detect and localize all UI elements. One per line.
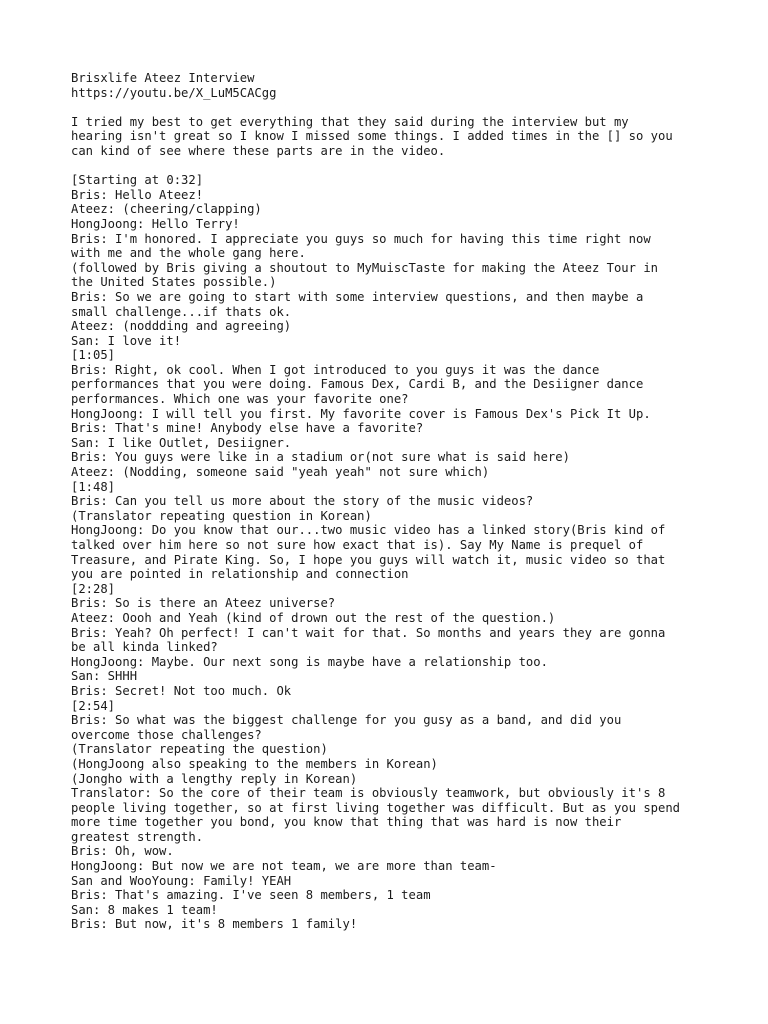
transcript-line: greatest strength. [71, 829, 204, 844]
transcript-line: Bris: But now, it's 8 members 1 family! [71, 917, 358, 932]
video-link[interactable]: https://youtu.be/X_LuM5CACgg [71, 85, 277, 100]
transcript-line: Ateez: (Nodding, someone said "yeah yeah" not sure which) [71, 465, 490, 480]
transcript-line: Bris: Secret! Not too much. Ok [71, 683, 292, 698]
transcript-line: you are pointed in relationship and connection [71, 567, 409, 582]
transcript-line: San: SHHH [71, 669, 138, 684]
transcript-line: (Translator repeating the question) [71, 742, 328, 757]
transcript-line: (HongJoong also speaking to the members in Korean) [71, 756, 438, 771]
transcript-line: (Translator repeating question in Korean) [71, 508, 372, 523]
transcript-line: small challenge...if thats ok. [71, 304, 292, 319]
transcript-line: Bris: Oh, wow. [71, 844, 174, 859]
transcript-line: [Starting at 0:32] [71, 173, 204, 188]
transcript-line: Ateez: (cheering/clapping) [71, 202, 262, 217]
spacer [71, 159, 751, 174]
transcript-line: more time together you bond, you know that thing that was hard is now their [71, 815, 622, 830]
transcript-line: San: 8 makes 1 team! [71, 902, 218, 917]
transcript-line: Bris: Right, ok cool. When I got introduced to you guys it was the dance [71, 362, 600, 377]
transcript-line: HongJoong: I will tell you first. My favorite cover is Famous Dex's Pick It Up. [71, 406, 651, 421]
transcript-line: San: I love it! [71, 333, 182, 348]
transcript-line: overcome those challenges? [71, 727, 262, 742]
transcript-line: HongJoong: Hello Terry! [71, 216, 240, 231]
intro-line: hearing isn't great so I know I missed some things. I added times in the [] so you [71, 129, 673, 144]
transcript-line: [2:54] [71, 698, 116, 713]
transcript-line: Bris: That's mine! Anybody else have a favorite? [71, 421, 424, 436]
transcript-line: Bris: Yeah? Oh perfect! I can't wait for that. So months and years they are gonna [71, 625, 666, 640]
transcript-line: Bris: That's amazing. I've seen 8 members, 1 team [71, 888, 431, 903]
transcript-line: [1:48] [71, 479, 116, 494]
transcript-line: HongJoong: But now we are not team, we are more than team- [71, 859, 497, 874]
transcript-line: Translator: So the core of their team is obviously teamwork, but obviously it's 8 [71, 786, 666, 801]
transcript-line: San and WooYoung: Family! YEAH [71, 873, 292, 888]
transcript-line: Bris: So what was the biggest challenge for you gusy as a band, and did you [71, 713, 622, 728]
transcript-line: [1:05] [71, 348, 116, 363]
transcript-line: San: I like Outlet, Desiigner. [71, 435, 292, 450]
intro-line: I tried my best to get everything that they said during the interview but my [71, 114, 629, 129]
transcript-line: people living together, so at first living together was difficult. But as you spend [71, 800, 681, 815]
transcript-body [71, 173, 751, 932]
transcript-line: talked over him here so not sure how exact that is). Say My Name is prequel of [71, 538, 644, 552]
transcript-line: with me and the whole gang here. [71, 246, 306, 261]
transcript-line: Bris: You guys were like in a stadium or(not sure what is said here) [71, 450, 570, 465]
document-page [71, 71, 751, 932]
transcript-line: Bris: Can you tell us more about the story of the music videos? [71, 494, 534, 509]
transcript-line: (Jongho with a lengthy reply in Korean) [71, 771, 358, 786]
transcript-line: HongJoong: Do you know that our...two music video has a linked story(Bris kind of [71, 523, 666, 538]
transcript-line: Bris: So is there an Ateez universe? [71, 596, 336, 611]
transcript-line: Bris: Hello Ateez! [71, 187, 204, 202]
transcript-line: performances. Which one was your favorite one? [71, 392, 409, 407]
transcript-line: HongJoong: Maybe. Our next song is maybe have a relationship too. [71, 654, 548, 669]
transcript-line: be all kinda linked? [71, 640, 218, 655]
intro-paragraph [71, 115, 751, 159]
transcript-line: Ateez: Oooh and Yeah (kind of drown out the rest of the question.) [71, 610, 556, 625]
transcript-line: Bris: So we are going to start with some interview questions, and then maybe a [71, 289, 644, 304]
document-title: Brisxlife Ateez Interview [71, 71, 255, 85]
transcript-line: (followed by Bris giving a shoutout to MyMuiscTaste for making the Ateez Tour in [71, 260, 658, 275]
intro-line: can kind of see where these parts are in the video. [71, 143, 446, 158]
transcript-line: Treasure, and Pirate King. So, I hope you guys will watch it, music video so that [71, 552, 666, 567]
transcript-line: performances that you were doing. Famous Dex, Cardi B, and the Desiigner dance [71, 377, 644, 392]
transcript-line: Bris: I'm honored. I appreciate you guys so much for having this time right now [71, 231, 651, 246]
transcript-line: [2:28] [71, 581, 116, 596]
transcript-line: Ateez: (noddding and agreeing) [71, 319, 292, 334]
transcript-line: the United States possible.) [71, 275, 277, 290]
spacer [71, 100, 751, 115]
